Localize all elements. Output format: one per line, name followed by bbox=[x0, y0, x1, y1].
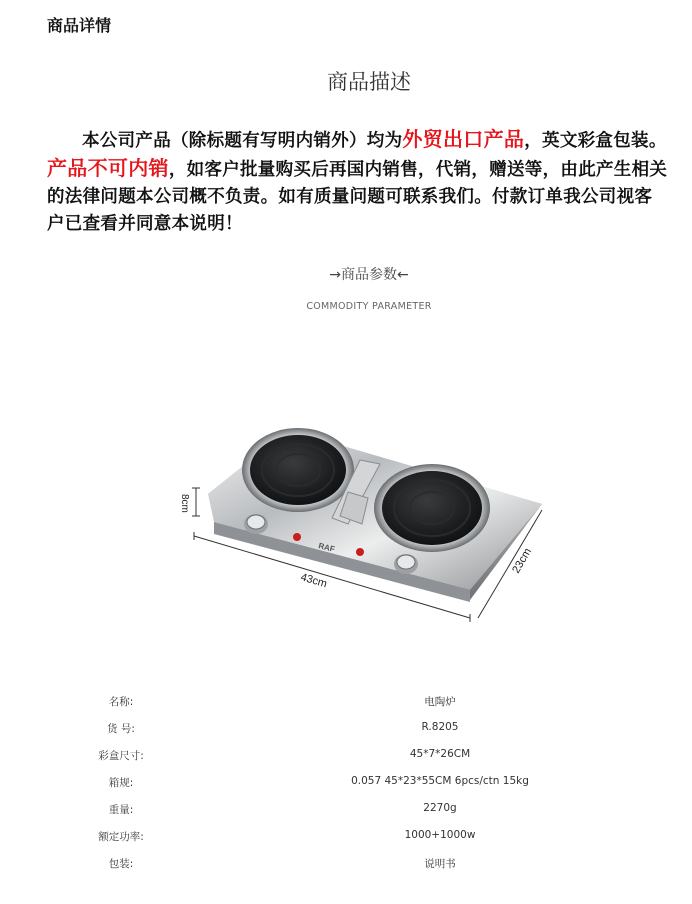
spec-row bbox=[0, 690, 692, 717]
dimension-width-label: 23cm bbox=[510, 546, 535, 576]
spec-row bbox=[0, 744, 692, 771]
right-indicator-light-icon bbox=[356, 548, 364, 556]
page-title: 商品详情 bbox=[47, 16, 112, 35]
spec-value: 1000+1000w bbox=[404, 829, 476, 841]
notice-text-2: ，英文彩盒包装。 bbox=[524, 131, 667, 151]
spec-table bbox=[0, 690, 692, 879]
spec-value: 45*7*26CM bbox=[409, 748, 471, 760]
left-burner bbox=[242, 428, 354, 512]
spec-label: 货 号: bbox=[107, 723, 135, 735]
spec-value: 2270g bbox=[423, 802, 457, 814]
notice-highlight-no-domestic: 产品不可内销 bbox=[47, 156, 169, 180]
spec-value: 0.057 45*23*55CM 6pcs/ctn 15kg bbox=[351, 775, 529, 787]
spec-value: 电陶炉 bbox=[424, 696, 456, 708]
section-title-description: 商品描述 bbox=[327, 70, 411, 94]
parameters-title: →商品参数← bbox=[329, 267, 409, 283]
dimension-height-label: 8cm bbox=[179, 494, 190, 513]
spec-row bbox=[0, 852, 692, 879]
notice-highlight-export: 外贸出口产品 bbox=[402, 127, 525, 151]
right-knob-icon bbox=[394, 554, 418, 574]
product-image bbox=[170, 412, 560, 644]
spec-row bbox=[0, 717, 692, 744]
spec-label: 包装: bbox=[108, 858, 134, 870]
spec-row bbox=[0, 771, 692, 798]
spec-label: 箱规: bbox=[108, 777, 134, 789]
notice-text-1: 本公司产品（除标题有写明内销外）均为 bbox=[82, 131, 403, 151]
spec-row bbox=[0, 798, 692, 825]
left-knob-icon bbox=[244, 514, 268, 534]
brand-logo: RAF bbox=[317, 541, 336, 554]
right-burner bbox=[374, 464, 490, 552]
spec-label: 额定功率: bbox=[98, 831, 144, 843]
spec-value: 说明书 bbox=[424, 858, 456, 870]
notice-paragraph bbox=[47, 126, 669, 238]
left-indicator-light-icon bbox=[293, 533, 301, 541]
notice-text-3: ，如客户批量购买后再国内销售，代销，赠送等，由此产生相关的法律问题本公司概不负责。如有质量问题可联系我们。付款订单我公司视客户已查看并同意本说明！ bbox=[47, 160, 668, 234]
spec-label: 名称: bbox=[108, 696, 134, 708]
dimension-height bbox=[192, 488, 200, 516]
dimension-length-label: 43cm bbox=[299, 571, 329, 591]
spec-label: 重量: bbox=[108, 804, 134, 816]
spec-label: 彩盒尺寸: bbox=[98, 750, 144, 762]
spec-row bbox=[0, 825, 692, 852]
spec-value: R.8205 bbox=[421, 721, 459, 733]
parameters-subtitle: COMMODITY PARAMETER bbox=[306, 301, 432, 312]
